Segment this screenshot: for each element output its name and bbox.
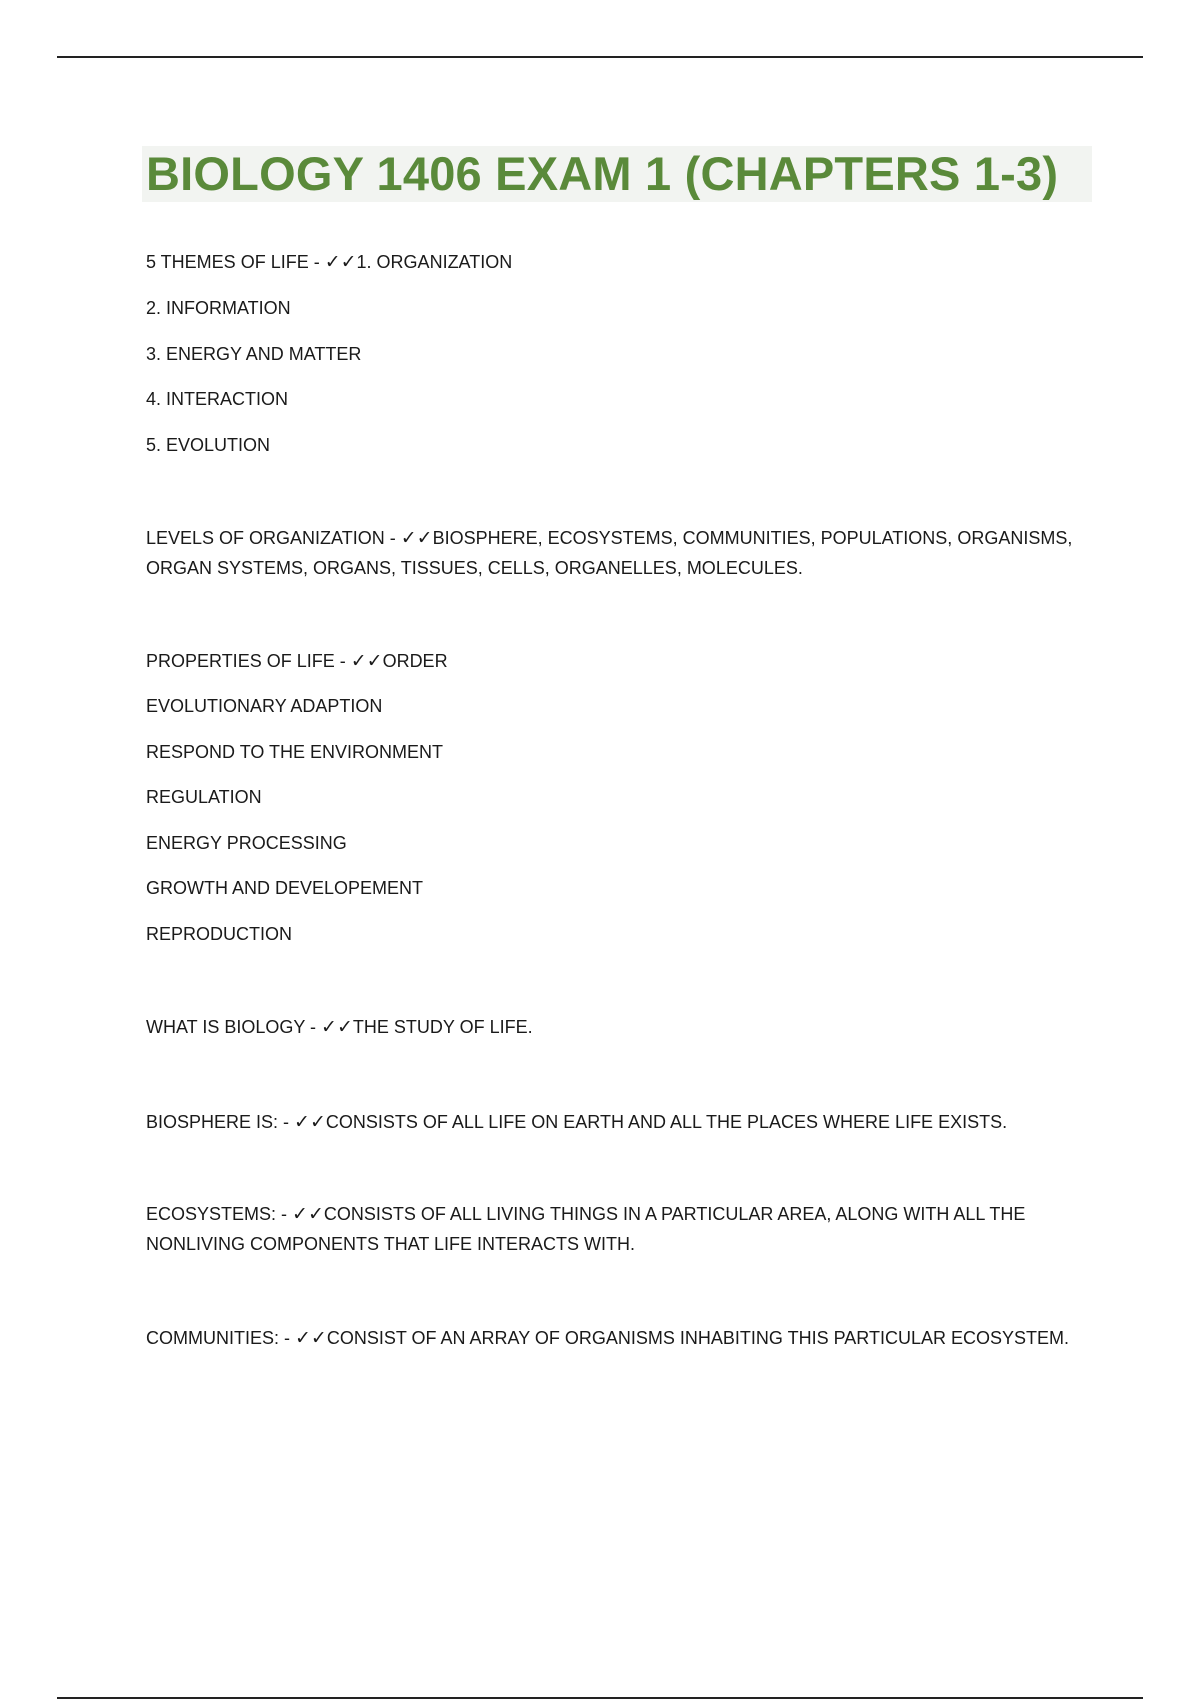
list-item: ENERGY PROCESSING [146, 833, 347, 853]
communities-answer: CONSIST OF AN ARRAY OF ORGANISMS INHABITING THIS PARTICULAR ECOSYSTEM. [326, 1328, 1069, 1348]
top-rule [57, 56, 1143, 58]
double-check-icon: ✓✓ [324, 251, 357, 273]
double-check-icon: ✓✓ [321, 1016, 353, 1038]
biosphere-line [146, 1111, 1007, 1133]
levels-question: LEVELS OF ORGANIZATION - [146, 528, 401, 548]
double-check-icon: ✓✓ [350, 650, 383, 672]
biology-question: WHAT IS BIOLOGY - [146, 1017, 322, 1037]
list-item: 2. INFORMATION [146, 298, 291, 318]
properties-question: PROPERTIES OF LIFE - [146, 651, 351, 671]
document-title: BIOLOGY 1406 EXAM 1 (CHAPTERS 1-3) [146, 147, 1059, 200]
themes-question-line [146, 251, 512, 273]
ecosystems-answer-line2: NONLIVING COMPONENTS THAT LIFE INTERACTS WITH. [146, 1234, 636, 1254]
list-item: RESPOND TO THE ENVIRONMENT [146, 742, 444, 762]
biology-answer: THE STUDY OF LIFE. [352, 1017, 533, 1037]
list-item: GROWTH AND DEVELOPEMENT [146, 878, 424, 898]
biology-line [146, 1016, 533, 1038]
double-check-icon: ✓✓ [400, 527, 433, 549]
list-item: REGULATION [146, 787, 262, 807]
levels-paragraph [146, 523, 1096, 583]
ecosystems-answer-line1: CONSISTS OF ALL LIVING THINGS IN A PARTICULAR AREA, ALONG WITH ALL THE [323, 1204, 1026, 1224]
levels-answer-line1: BIOSPHERE, ECOSYSTEMS, COMMUNITIES, POPULATIONS, ORGANISMS, [432, 528, 1073, 548]
biosphere-question: BIOSPHERE IS: - [146, 1112, 295, 1132]
themes-question: 5 THEMES OF LIFE - [146, 252, 325, 272]
themes-answer: 1. ORGANIZATION [356, 252, 513, 272]
list-item: 5. EVOLUTION [146, 435, 271, 455]
ecosystems-question: ECOSYSTEMS: - [146, 1204, 293, 1224]
list-item: 4. INTERACTION [146, 389, 289, 409]
levels-answer-line2: ORGAN SYSTEMS, ORGANS, TISSUES, CELLS, ORGANELLES, MOLECULES. [146, 558, 803, 578]
double-check-icon: ✓✓ [292, 1203, 324, 1225]
list-item: 3. ENERGY AND MATTER [146, 344, 362, 364]
communities-line [146, 1327, 1069, 1349]
list-item: REPRODUCTION [146, 924, 293, 944]
bottom-rule [57, 1697, 1143, 1699]
properties-answer: ORDER [382, 651, 448, 671]
double-check-icon: ✓✓ [295, 1327, 327, 1349]
ecosystems-paragraph [146, 1199, 1096, 1259]
properties-question-line [146, 650, 448, 672]
communities-question: COMMUNITIES: - [146, 1328, 295, 1348]
double-check-icon: ✓✓ [294, 1111, 326, 1133]
list-item: EVOLUTIONARY ADAPTION [146, 696, 383, 716]
biosphere-answer: CONSISTS OF ALL LIFE ON EARTH AND ALL THE PLACES WHERE LIFE EXISTS. [325, 1112, 1008, 1132]
